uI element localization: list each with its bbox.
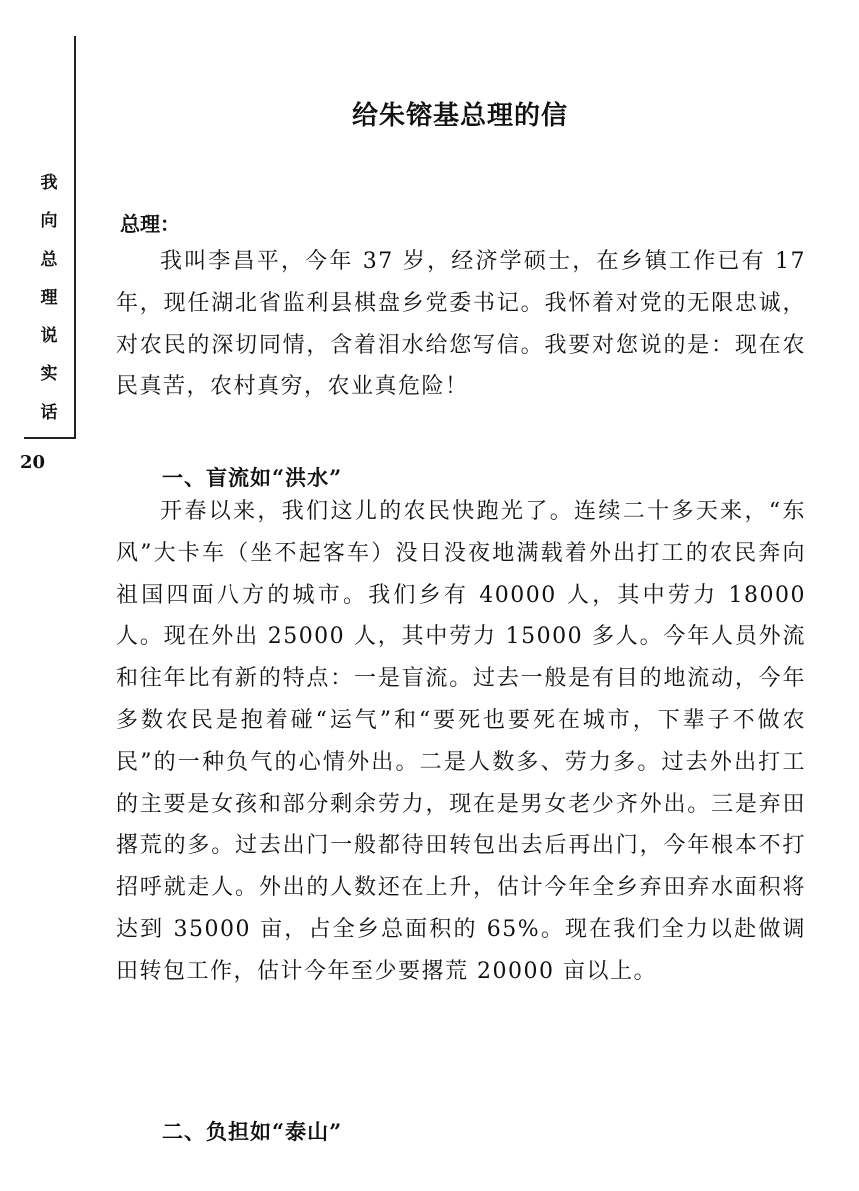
side-vertical-rule (74, 36, 76, 438)
side-title-char: 实 (40, 364, 58, 385)
side-title-char: 向 (40, 211, 58, 232)
intro-paragraph: 我叫李昌平，今年 37 岁，经济学硕士，在乡镇工作已有 17 年，现任湖北省监利县棋盘乡党委书记。我怀着对党的无限忠诚，对农民的深切同情，含着泪水给您写信。我要对您说的是：现在农民真苦，农村真穷，农业真危险！ (116, 249, 806, 400)
side-underline-rule (24, 437, 76, 439)
side-title-char: 说 (40, 326, 58, 347)
section-1-paragraph: 开春以来，我们这儿的农民快跑光了。连续二十多天来，“东风”大卡车（坐不起客车）没日没夜地满载着外出打工的农民奔向祖国四面八方的城市。我们乡有 40000 人，其中劳力 18000 人。现在外出 25000 人，其中劳力 15000 多人。今年人员外流和往年比有新的特点：一是盲流。过去一般是有目的地流动，今年多数农民是抱着碰“运气”和“要死也要死在城市，下辈子不做农民”的一种负气的心情外出。二是人数多、劳力多。过去外出打工的主要是女孩和部分剩余劳力，现在是男女老少齐外出。三是弃田撂荒的多。过去出门一般都待田转包出去后再出门，今年根本不打招呼就走人。外出的人数还在上升，估计今年全乡弃田弃水面积将达到 35000 亩，占全乡总面积的 65%。现在我们全力以赴做调田转包工作，估计今年至少要撂荒 20000 亩以上。 (116, 499, 806, 984)
section-heading-2: 二、负担如“泰山” (162, 1119, 343, 1144)
side-title-char: 话 (40, 402, 58, 423)
side-title-chars (31, 164, 67, 432)
section-heading-1: 一、盲流如“洪水” (162, 465, 343, 490)
side-title-char: 总 (40, 249, 58, 270)
page-number: 20 (20, 452, 46, 473)
salutation: 总理： (120, 212, 180, 236)
side-title-char: 我 (40, 173, 58, 193)
letter-title: 给朱镕基总理的信 (351, 101, 568, 131)
side-title-char: 理 (40, 287, 58, 308)
side-running-title (0, 0, 80, 1191)
